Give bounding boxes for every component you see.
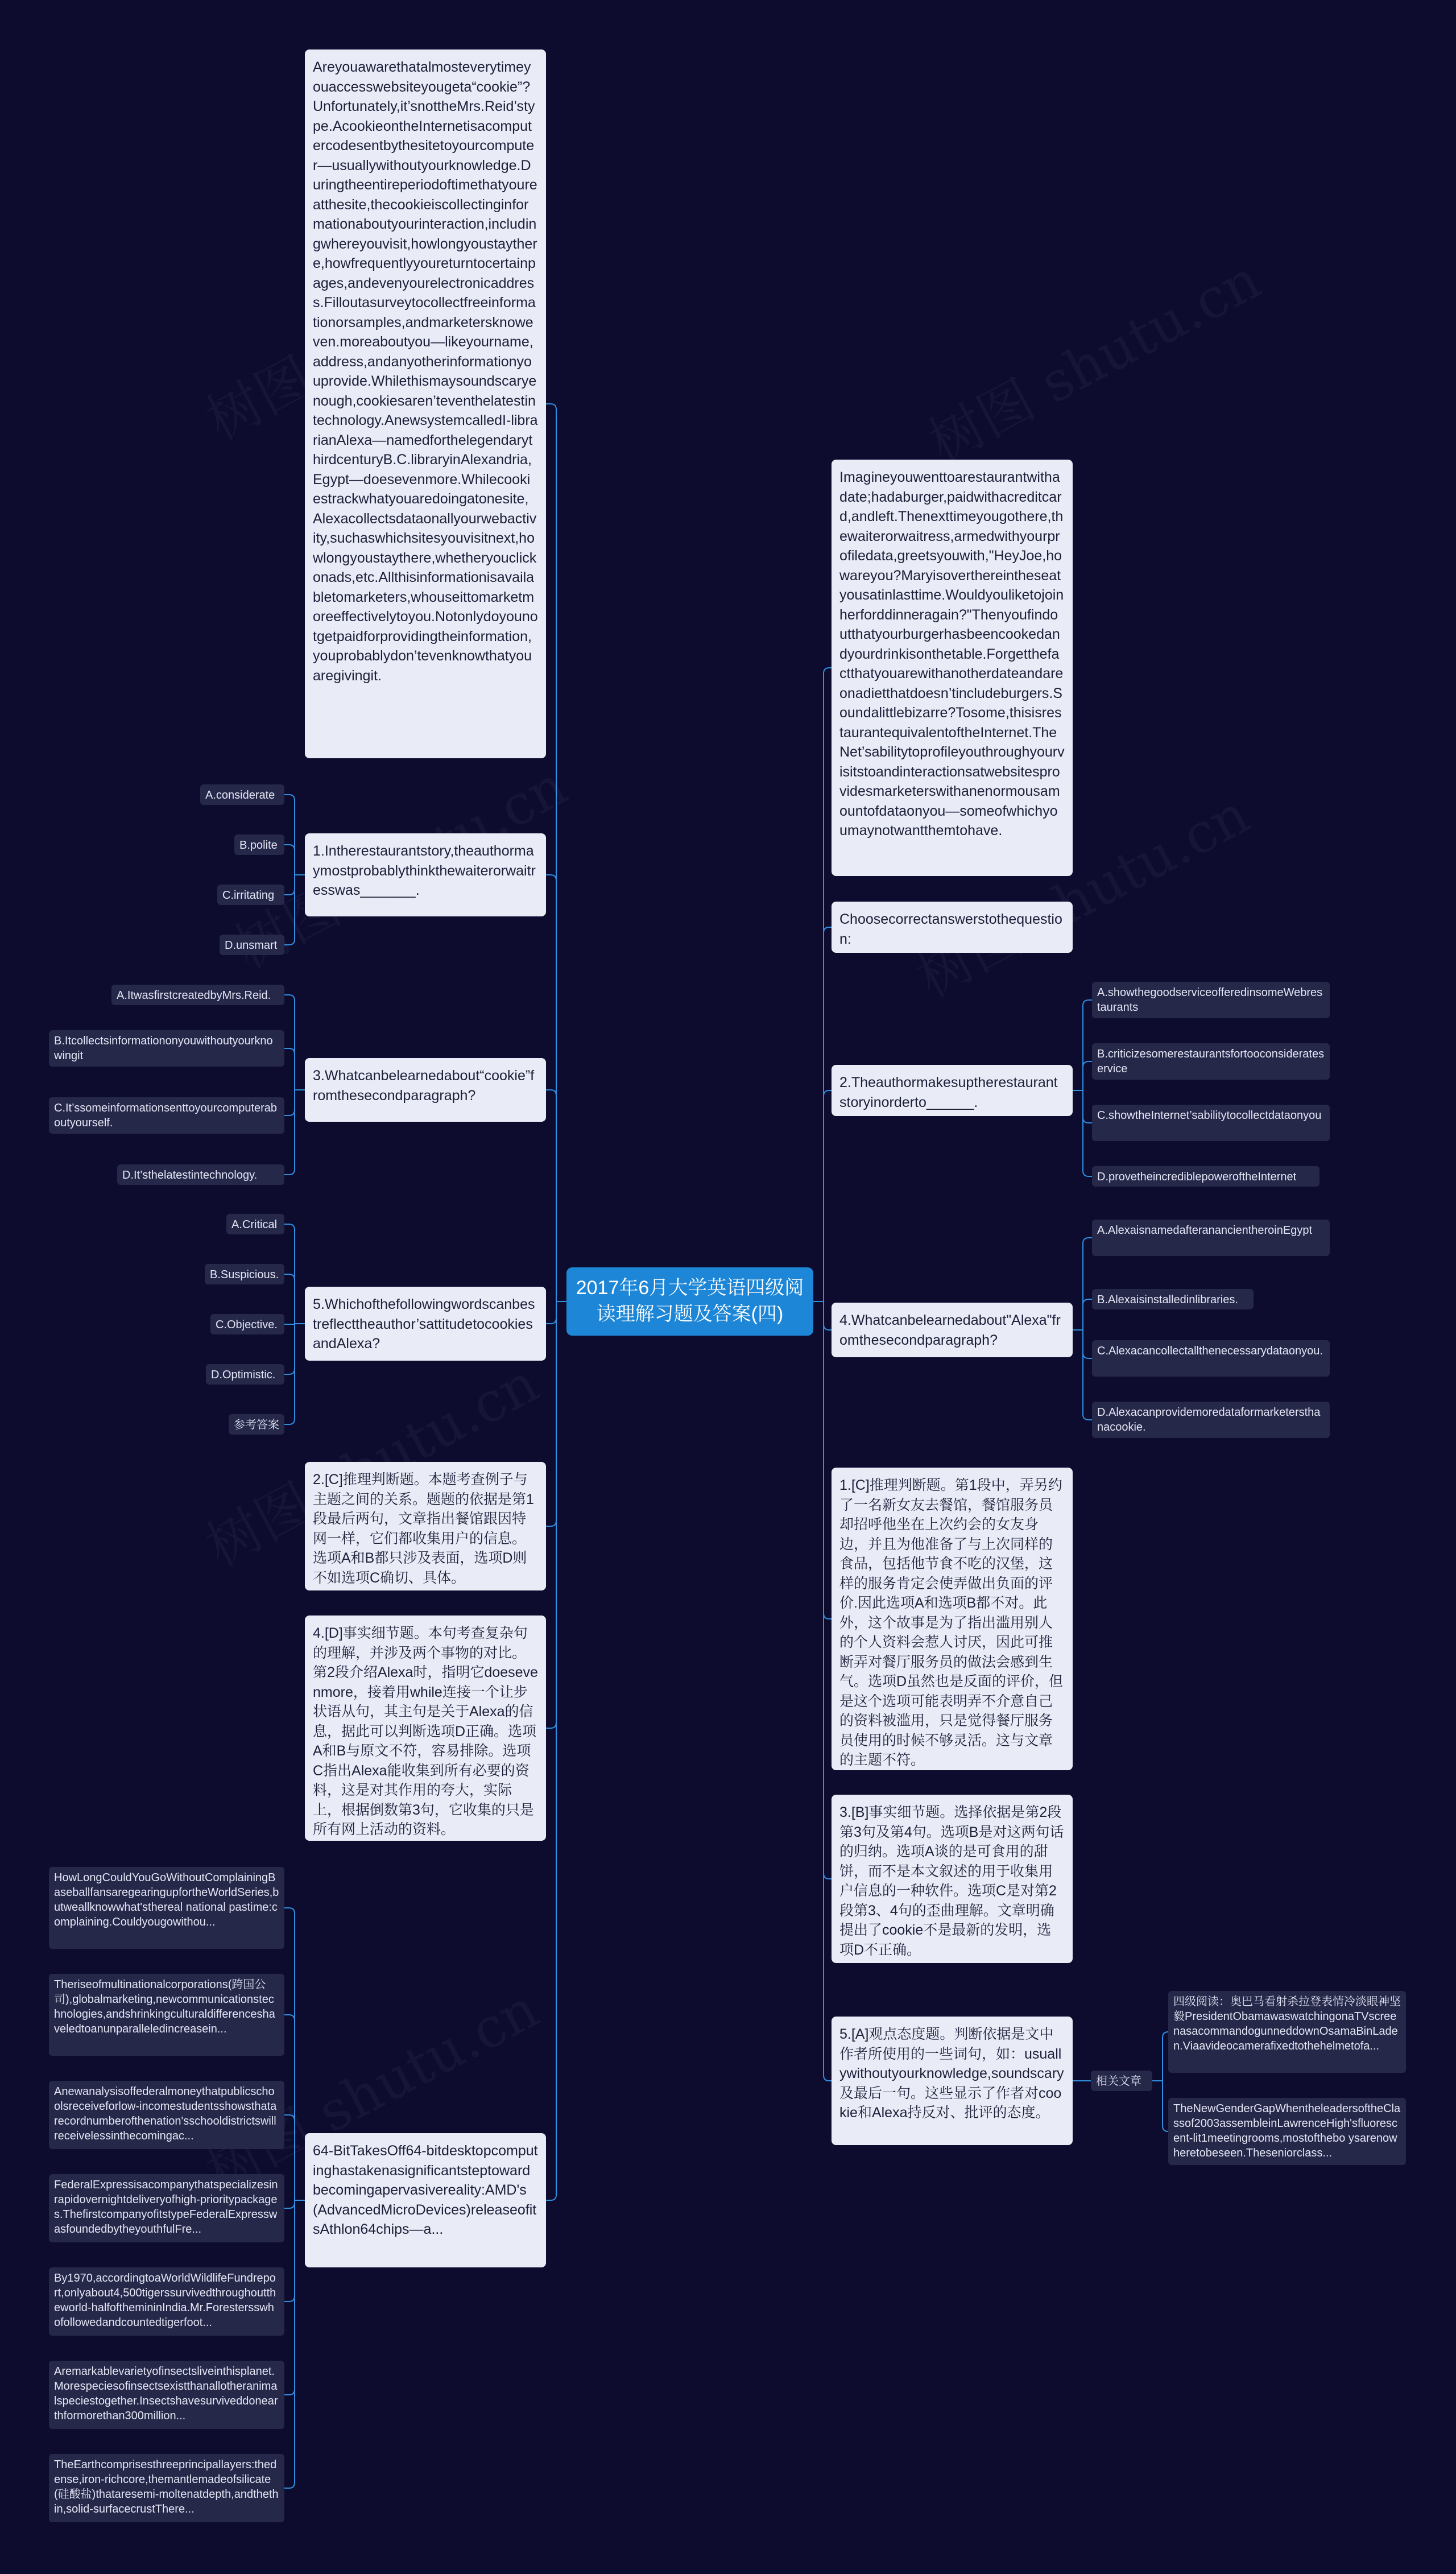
option-4d[interactable]: D.Alexacanprovidemoredataformarketersthanacookie. — [1092, 1402, 1330, 1438]
answer-node-5[interactable] — [832, 2017, 1073, 2145]
related-article-item[interactable]: By1970,accordingtoaWorldWildlifeFundreport,onlyabout4,500tigerssurvivedthroughouttheworld-halfofthemininIndia.Mr.Forestersswhofollowedandcountedtigerfoot... — [49, 2267, 284, 2336]
option-3a[interactable]: A.ItwasfirstcreatedbyMrs.Reid. — [111, 985, 284, 1005]
answer-key-label[interactable]: 参考答案 — [229, 1414, 284, 1435]
option-1d[interactable]: D.unsmart — [220, 935, 284, 955]
connector-line — [284, 1324, 295, 1424]
option-5a[interactable]: A.Critical — [226, 1214, 284, 1234]
connector-line — [1083, 1090, 1092, 1176]
answer-text: 3.[B]事实细节题。选择依据是第2段第3句及第4句。选项B是对这两句话的归纳。选项A谈的是可食用的甜饼，而不是本文叙述的用于收集用户信息的一种软件。选项C是对第2段第3、4句的歪曲理解。文章明确提出了cookie不是最新的发明，选项D不正确。 — [839, 1804, 1064, 1958]
option-3c[interactable]: C.It’ssomeinformationsenttoyourcomputeraboutyourself. — [49, 1097, 284, 1134]
root-title: 2017年6月大学英语四级阅读理解习题及答案(四) — [576, 1277, 804, 1325]
watermark — [913, 237, 1272, 477]
prompt-node[interactable] — [832, 902, 1073, 953]
related-text: 64-BitTakesOff64-bitdesktopcomputinghastakenasignificantsteptowardbecomingapervasivereality:AMD's(AdvancedMicroDevices)releaseofitsAthlon64chips—a... — [313, 2143, 538, 2237]
connector-line — [824, 1302, 832, 1619]
option-2c[interactable]: C.showtheInternet’sabilitytocollectdataonyou — [1092, 1105, 1330, 1141]
connector-line — [284, 1090, 295, 1115]
question-text: 4.Whatcanbelearnedabout"Alexa"fromthesecondparagraph? — [839, 1312, 1061, 1348]
connector-line — [284, 1090, 295, 1175]
option-5d[interactable]: D.Optimistic. — [206, 1364, 284, 1385]
related-article-item[interactable]: Aremarkablevarietyofinsectsliveinthisplanet.Morespeciesofinsectsexistthanallotheranimalspeciestogether.Insectshavesurviveddonearthformorethan300million... — [49, 2361, 284, 2429]
connector-line — [284, 2200, 295, 2208]
question-node-4[interactable] — [832, 1303, 1073, 1357]
option-5b[interactable]: B.Suspicious. — [205, 1264, 284, 1284]
connector-line — [546, 1090, 556, 1302]
connector-line — [284, 995, 295, 1090]
passage-node-restaurant[interactable] — [832, 460, 1073, 876]
option-2a[interactable]: A.showthegoodserviceofferedinsomeWebrestaurants — [1092, 982, 1330, 1018]
connector-line — [824, 668, 832, 1302]
related-article-item[interactable]: Theriseofmultinationalcorporations(跨国公司),globalmarketing,newcommunicationstechnologies,andshrinkingculturaldifferenceshaveledtoanunparalleledincreasein... — [49, 1974, 284, 2056]
connector-line — [284, 795, 295, 875]
related-article-item[interactable]: FederalExpressisacompanythatspecializesinrapidovernightdeliveryofhigh-prioritypackages.ThefirstcompanyofitstypeFederalExpresswasfoundedbytheyouthfulFre... — [49, 2174, 284, 2242]
answer-text: 5.[A]观点态度题。判断依据是文中作者所使用的一些词句，如：usuallywithoutyourknowledge,soundscary及最后一句。这些显示了作者对cookie和Alexa持反对、批评的态度。 — [839, 2026, 1064, 2121]
connector-line — [1083, 1299, 1092, 1330]
connector-line — [284, 1274, 295, 1324]
related-article-item[interactable]: 四级阅读：奥巴马看射杀拉登表情冷淡眼神坚毅PresidentObamawaswatchingonaTVscreenasacommandogunneddownOsamaBinLaden.Viaavideocamerafixedtothehelmetofa... — [1168, 1991, 1406, 2073]
prompt-text: Choosecorrectanswerstothequestion: — [839, 911, 1062, 947]
connector-line — [824, 1302, 832, 2081]
option-1c[interactable]: C.irritating — [217, 885, 284, 905]
connector-line — [824, 1302, 832, 1330]
related-article-item[interactable]: Anewanalysisoffederalmoneythatpublicschoolsreceiveforlow-incomestudentsshowsthatarecordnumberofthenation'sschooldistrictswillreceivelessinthecomingac... — [49, 2081, 284, 2149]
answer-text: 4.[D]事实细节题。本句考查复杂句的理解，并涉及两个事物的对比。第2段介绍Alexa时，指明它doesevenmore，接着用while连接一个让步状语从句，其主句是关于Alexa的信息，据此可以判断选项D正确。选项A和B与原文不符，容易排除。选项C指出Alexa能收集到所有必要的资料，这是对其作用的夸大，实际上，根据倒数第3句，它收集的只是所有网上活动的资料。 — [313, 1625, 538, 1837]
connector-line — [1083, 1330, 1092, 1420]
connector-line — [546, 1302, 556, 1526]
related-article-item[interactable]: TheNewGenderGapWhentheleadersoftheClassof2003assembleinLawrenceHigh'sfluorescent-lit1meetingrooms,mostofthebo ysarenowheretobeseen.Theseniorclass... — [1168, 2098, 1406, 2165]
option-3d[interactable]: D.It’sthelatestintechnology. — [117, 1164, 284, 1185]
option-5c[interactable]: C.Objective. — [210, 1314, 284, 1334]
connector-line — [546, 1302, 556, 2200]
related-articles-label[interactable]: 相关文章 — [1091, 2071, 1152, 2091]
option-4b[interactable]: B.Alexaisinstalledinlibraries. — [1092, 1289, 1254, 1309]
option-4a[interactable]: A.AlexaisnamedafteranancientheroinEgypt — [1092, 1220, 1330, 1256]
connector-line — [824, 927, 832, 1302]
related-article-node[interactable] — [305, 2133, 546, 2267]
answer-text: 1.[C]推理判断题。第1段中，弄另约了一名新女友去餐馆，餐馆服务员却招呼他坐在上次约会的女友身边，并且为他准备了与上次同样的食品，包括他节食不吃的汉堡，这样的服务肯定会使弄做出负面的评价.因此选项A和选项B都不对。此外，这个故事是为了指出滥用别人的个人资料会惹人讨厌，因此可推断弄对餐厅服务员的做法会感到生气。选项D虽然也是反面的评价，但是这个选项可能表明弄不介意自己的资料被滥用，只是觉得餐厅服务员使用的时候不够灵活。这与文章的主题不符。 — [839, 1477, 1064, 1768]
question-node-3[interactable] — [305, 1058, 546, 1122]
answer-node-3[interactable] — [832, 1795, 1073, 1963]
answer-text: 2.[C]推理判断题。本题考查例子与主题之间的关系。题题的依据是第1段最后两句，文章指出餐馆跟因特网一样，它们都收集用户的信息。选项A和B都只涉及表面，选项D则不如选项C确切、具体。 — [313, 1472, 534, 1586]
related-article-item[interactable]: HowLongCouldYouGoWithoutComplainingBaseballfansaregearingupfortheWorldSeries,butweallknowwhat'sthereal national pastime:complaining.Couldyougowithou... — [49, 1867, 284, 1949]
connector-line — [284, 1324, 295, 1374]
connector-line — [284, 2200, 295, 2488]
answer-node-2[interactable] — [305, 1462, 546, 1590]
question-node-2[interactable] — [832, 1065, 1073, 1116]
connector-line — [546, 1302, 556, 1324]
connector-line — [546, 1302, 556, 1728]
connector-line — [284, 2200, 295, 2302]
connector-line — [546, 404, 556, 1302]
question-text: 1.Intherestaurantstory,theauthormaymostprobablythinkthewaiterorwaitresswas_______. — [313, 843, 536, 898]
connector-line — [1083, 1330, 1092, 1358]
option-2d[interactable]: D.provetheincrediblepoweroftheInternet — [1092, 1166, 1320, 1187]
answer-node-4[interactable] — [305, 1616, 546, 1841]
option-1a[interactable]: A.considerate — [200, 784, 284, 805]
related-article-item[interactable]: TheEarthcomprisesthreeprincipallayers:thedense,iron-richcore,themantlemadeofsilicate(硅酸盐)thataresemi-moltenatdepth,andthethin,solid-surfacecrustThere... — [49, 2454, 284, 2522]
connector-line — [1163, 2081, 1168, 2131]
connector-line — [1083, 1061, 1092, 1090]
passage-text: Areyouawarethatalmosteverytimeyouaccesswebsiteyougeta“cookie”?Unfortunately,it’snottheMrs.Reid’stype.AcookieontheInternetisacomputercodesentbythesitetoyourcomputer—usuallywithoutyourknowledge.Duringtheentireperiodoftimethatyoureatthesite,thecookieiscollectinginformationaboutyourinteraction,includingwhereyouvisit,howlongyoustaythere,howfrequentlyyoureturntocertainpages,andevenyourelectronicaddress.Filloutasurveytocollectfreeinformationorsamples,andmarketersknoweven.moreaboutyou—likeyourname,address,andanyotherinformationyouprovide.Whilethismaysoundscaryenough,cookiesaren’teventhelatestintechnology.AnewsystemcalledI-librarianAlexa—namedforthelegendarythirdcenturyB.C.libraryinAlexandria,Egypt—doesevenmore.Whilecookiestrackwhatyouaredoingatonesite,Alexacollectsdataonallyourwebactivity,suchaswhichsitesyouvisitnext,howlongyoustaythere,whetheryouclickonads,etc.Allthisinformationisavailabletomarketers,whouseittomarketmoreeffectivelytoyou.Notonlydoyounotgetpaidforprovidingtheinformation,youprobablydon’tevenknowthatyouaregivingit. — [313, 59, 538, 684]
passage-text: Imagineyouwenttoarestaurantwithadate;hadaburger,paidwithacreditcard,andleft.Thenexttimeyougothere,thewaiterorwaitress,armedwithyourprofiledata,greetsyouwith,"HeyJoe,howareyou?Maryisoverthereintheseatyousatinlasttime.Wouldyouliketojoinherforddinneragain?"Thenyoufindoutthatyourburgerhasbeencookedandyourdrinkisonthetable.Forgetthefactthatyouarewithanotherdateandareonadietthatdoesn’tincludeburgers.Soundalittlebizarre?Tosome,thisisrestaurantequivalentoftheInternet.TheNet’sabilitytoprofileyouthroughyourvisitstoandinteractionsatwebsitesprovidesmarketerswithanenormousamountofdataonyou—someofwhichyoumaynotwantthemtohave. — [839, 469, 1065, 838]
connector-line — [824, 1302, 832, 1879]
connector-line — [284, 1048, 295, 1090]
connector-line — [1083, 1000, 1092, 1090]
connector-line — [546, 875, 556, 1302]
connector-line — [1163, 2032, 1168, 2081]
connector-line — [824, 1090, 832, 1302]
question-node-5[interactable] — [305, 1287, 546, 1361]
question-text: 3.Whatcanbelearnedabout“cookie”fromthesecondparagraph? — [313, 1068, 535, 1104]
connector-line — [284, 2200, 295, 2395]
answer-node-1[interactable] — [832, 1468, 1073, 1770]
option-4c[interactable]: C.Alexacancollectallthenecessarydataonyou. — [1092, 1340, 1330, 1377]
connector-line — [284, 845, 295, 875]
question-node-1[interactable] — [305, 833, 546, 916]
question-text: 5.Whichofthefollowingwordscanbestreflecttheauthor’sattitudetocookiesandAlexa? — [313, 1296, 535, 1352]
question-text: 2.Theauthormakesuptherestaurantstoryinorderto______. — [839, 1075, 1058, 1110]
option-3b[interactable]: B.Itcollectsinformationonyouwithoutyourknowingit — [49, 1030, 284, 1067]
option-1b[interactable]: B.polite — [234, 834, 284, 855]
option-2b[interactable]: B.criticizesomerestaurantsfortooconsiderateservice — [1092, 1043, 1330, 1080]
passage-node-cookie[interactable] — [305, 49, 546, 758]
connector-line — [284, 1224, 295, 1324]
root-topic[interactable] — [566, 1267, 813, 1336]
connector-line — [1083, 1238, 1092, 1330]
connector-line — [1083, 1090, 1092, 1123]
